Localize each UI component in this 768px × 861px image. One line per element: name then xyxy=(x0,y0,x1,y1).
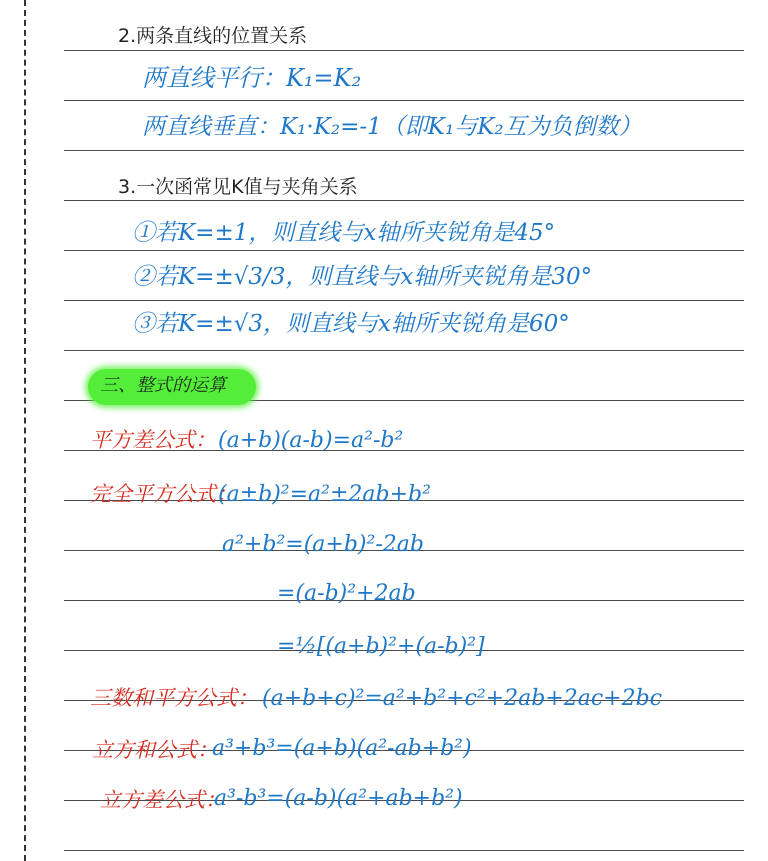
ruled-line xyxy=(64,50,744,51)
formula: a³+b³=(a+b)(a²-ab+b²) xyxy=(212,736,472,761)
slope-angle-item: ③若K=±√3，则直线与x轴所夹锐角是60° xyxy=(132,311,570,337)
section-heading: 2.两条直线的位置关系 xyxy=(118,25,308,47)
section-heading: 3.一次函常见K值与夹角关系 xyxy=(118,176,358,198)
ruled-line xyxy=(64,100,744,101)
ruled-line xyxy=(64,250,744,251)
formula-label: 立方和公式： xyxy=(92,738,218,762)
formula-label: 立方差公式： xyxy=(100,788,226,812)
formula: (a+b)(a-b)=a²-b² xyxy=(218,428,404,453)
formula-label: 平方差公式： xyxy=(90,428,216,452)
ruled-line xyxy=(64,300,744,301)
formula: =(a-b)²+2ab xyxy=(277,581,416,606)
perpendicular-rule: 两直线垂直：K₁·K₂=-1（即K₁与K₂互为负倒数） xyxy=(142,114,642,140)
formula: a²+b²=(a+b)²-2ab xyxy=(222,532,424,557)
ruled-line xyxy=(64,200,744,201)
parallel-rule: 两直线平行：K₁=K₂ xyxy=(142,64,362,92)
ruled-line xyxy=(64,150,744,151)
slope-angle-item: ①若K=±1，则直线与x轴所夹锐角是45° xyxy=(132,220,556,246)
ruled-line xyxy=(64,350,744,351)
formula-label: 完全平方公式： xyxy=(90,482,237,506)
part-title: 三、整式的运算 xyxy=(100,375,226,396)
formula-label: 三数和平方公式： xyxy=(90,686,258,710)
formula: (a+b+c)²=a²+b²+c²+2ab+2ac+2bc xyxy=(262,686,662,711)
formula: =½[(a+b)²+(a-b)²] xyxy=(277,634,485,659)
slope-angle-item: ②若K=±√3/3，则直线与x轴所夹锐角是30° xyxy=(132,264,593,290)
formula: (a±b)²=a²±2ab+b² xyxy=(218,482,431,507)
formula: a³-b³=(a-b)(a²+ab+b²) xyxy=(214,786,463,811)
page-margin-line xyxy=(24,0,26,861)
ruled-line xyxy=(64,850,744,851)
